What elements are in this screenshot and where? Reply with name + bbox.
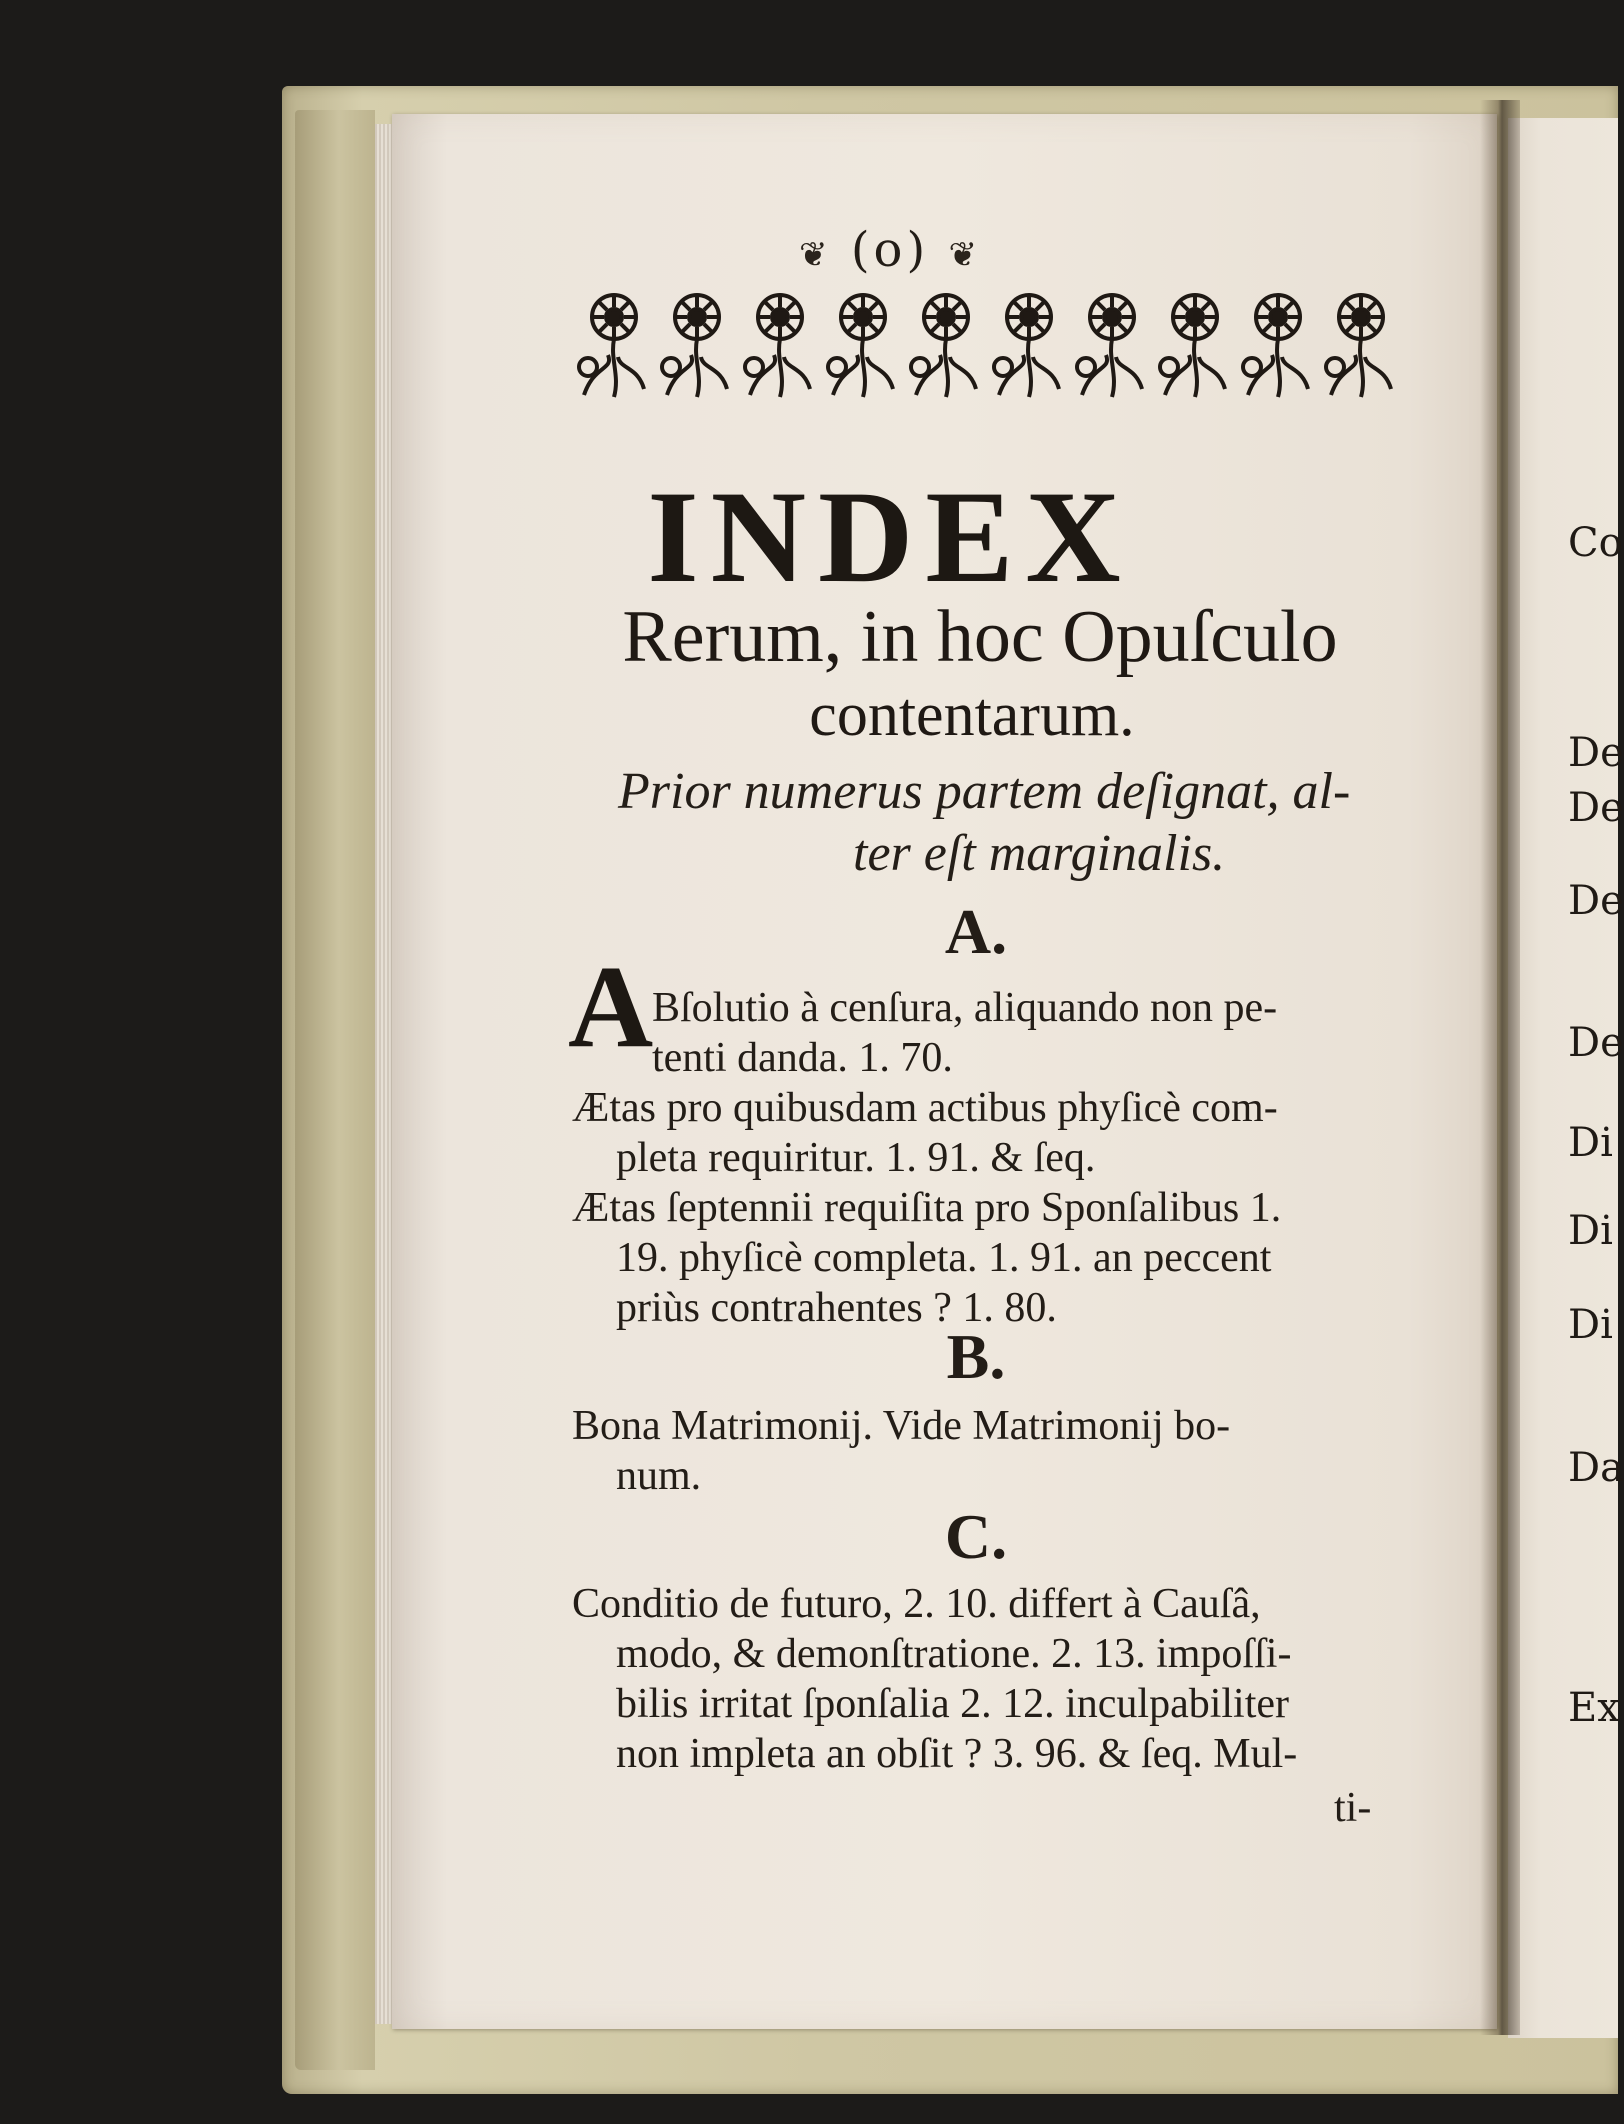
index-entry-line: 19. phyſicè completa. 1. 91. an peccent <box>616 1235 1272 1281</box>
flower-ornament-icon <box>1326 295 1391 397</box>
index-entry-line: non impleta an obſit ? 3. 96. & ſeq. Mul- <box>616 1731 1298 1777</box>
flower-ornament-icon <box>911 295 976 397</box>
index-entry-line: num. <box>616 1453 702 1499</box>
index-entry-line: Bona Matrimonij. Vide Matrimonij bo- <box>572 1403 1231 1449</box>
right-page-word: Ex <box>1568 1685 1620 1731</box>
index-entry-line: Ætas pro quibusdam actibus phyſicè com- <box>572 1085 1278 1131</box>
right-page-word: De <box>1568 878 1624 924</box>
index-entry-line: Ætas ſeptennii requiſita pro Sponſalibus 1. <box>572 1185 1282 1231</box>
index-entry-line: Bſolutio à cenſura, aliquando non pe- <box>652 985 1278 1031</box>
book-gutter <box>1480 100 1520 2035</box>
ornament-left-icon: ❦ <box>799 235 832 275</box>
index-title: INDEX <box>647 463 1133 610</box>
section-letter-a: A. <box>944 896 1008 967</box>
flower-ornament-icon <box>1160 295 1225 397</box>
right-page <box>1508 118 1618 2038</box>
title-line-3: contentarum. <box>809 681 1135 749</box>
right-page-word: Di <box>1568 1208 1613 1254</box>
flower-ornament-icon <box>745 295 810 397</box>
index-entry-line: priùs contrahentes ? 1. 80. <box>616 1285 1057 1331</box>
index-entry-line: bilis irritat ſponſalia 2. 12. inculpabiliter <box>616 1681 1290 1727</box>
section-letter-c: C. <box>944 1501 1008 1572</box>
flower-ornament-icon <box>579 295 644 397</box>
flower-ornament-icon <box>662 295 727 397</box>
floral-border-icon <box>572 285 1402 410</box>
cover-fold <box>295 110 375 2070</box>
flower-ornament-icon <box>828 295 893 397</box>
catchword: ti- <box>1334 1785 1372 1831</box>
right-page-word: Da <box>1568 1445 1624 1491</box>
ornament-right-icon: ❦ <box>948 235 981 275</box>
right-page-word: Di <box>1568 1120 1613 1166</box>
right-page-word: Co <box>1568 520 1623 566</box>
section-letter-b: B. <box>946 1321 1006 1392</box>
index-entry-line: pleta requiritur. 1. 91. & ſeq. <box>616 1135 1096 1181</box>
right-page-word: De <box>1568 785 1624 831</box>
flower-ornament-icon <box>1077 295 1142 397</box>
right-page-word: Di <box>1568 1302 1613 1348</box>
note-line-2: ter eſt marginalis. <box>853 825 1226 882</box>
right-page-word: De <box>1568 730 1624 776</box>
index-entry-line: modo, & demonſtratione. 2. 13. impoſſi- <box>616 1631 1292 1677</box>
index-entry-line: Conditio de futuro, 2. 10. differt à Cauſâ, <box>572 1581 1261 1627</box>
note-line-1: Prior numerus partem deſignat, al- <box>618 763 1351 820</box>
page-header <box>799 222 981 278</box>
flower-ornament-icon <box>994 295 1059 397</box>
page-number: (o) <box>850 222 930 278</box>
drop-cap: A <box>568 941 654 1072</box>
flower-ornament-icon <box>1243 295 1308 397</box>
index-entry-line: tenti danda. 1. 70. <box>652 1035 953 1081</box>
right-page-word: De <box>1568 1020 1624 1066</box>
title-line-2: Rerum, in hoc Opuſculo <box>622 596 1338 678</box>
